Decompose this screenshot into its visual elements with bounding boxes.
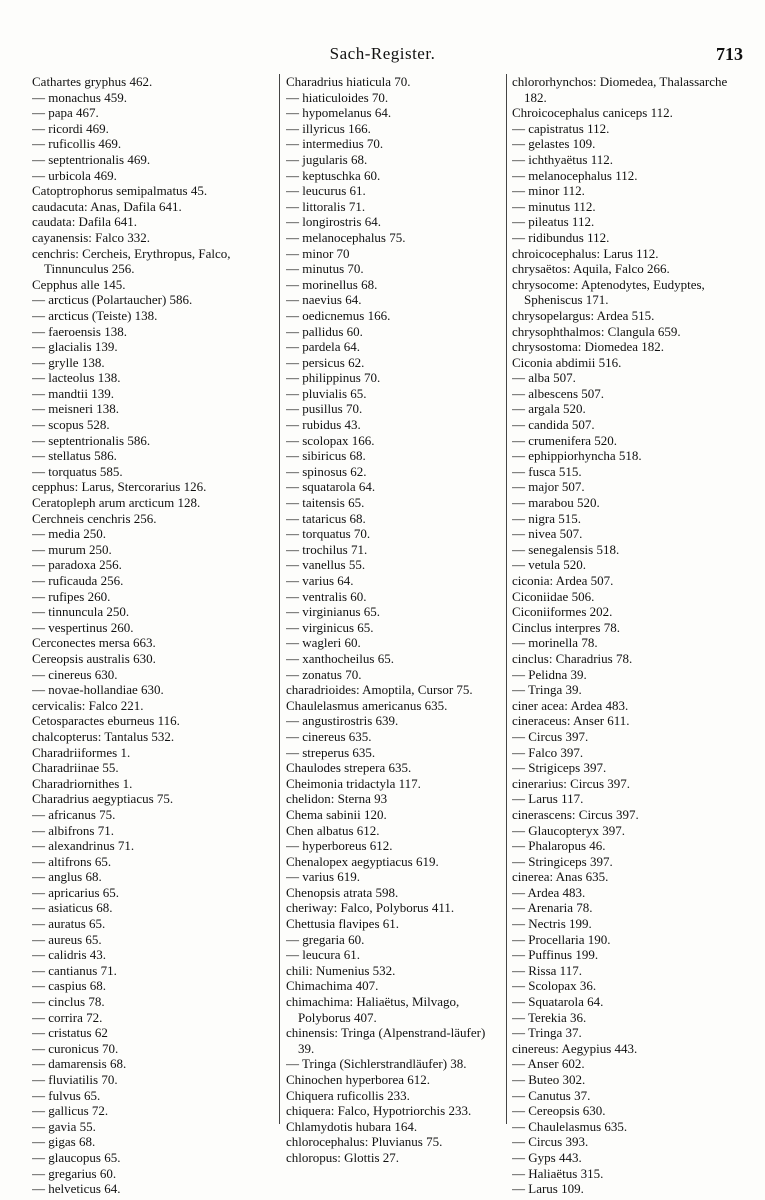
index-entry: — keptuschka 60.	[286, 167, 381, 183]
index-entry: — gigas 68.	[32, 1134, 96, 1150]
index-entry: — melanocephalus 75.	[286, 229, 406, 245]
index-entry: Chimachima 407.	[286, 978, 379, 994]
index-entry: — fusca 515.	[512, 463, 582, 479]
index-entry: — taitensis 65.	[286, 495, 365, 511]
index-entry: — meisneri 138.	[32, 401, 120, 417]
index-entry: — apricarius 65.	[32, 884, 120, 900]
index-entry: — urbicola 469.	[32, 167, 117, 183]
index-entry: — glacialis 139.	[32, 339, 118, 355]
index-column-2	[286, 74, 501, 1166]
index-entry: — septentrionalis 586.	[32, 432, 151, 448]
index-entry: — vespertinus 260.	[32, 619, 134, 635]
index-entry: Ceratopleph arum arcticum 128.	[32, 495, 201, 511]
index-entry: — corrira 72.	[32, 1009, 103, 1025]
index-entry: Charadriinae 55.	[32, 760, 119, 776]
index-entry: — Procellaria 190.	[512, 931, 611, 947]
index-entry: — Anser 602.	[512, 1056, 585, 1072]
index-entry: — anglus 68.	[32, 869, 102, 885]
index-entry: — media 250.	[32, 526, 107, 542]
index-entry: Chen albatus 612.	[286, 822, 380, 838]
index-entry: — oedicnemus 166.	[286, 307, 391, 323]
index-entry: Cerconectes mersa 663.	[32, 635, 156, 651]
index-entry: caudata: Dafila 641.	[32, 214, 138, 230]
index-entry: — novae-hollandiae 630.	[32, 682, 164, 698]
index-entry: — gregaria 60.	[286, 931, 365, 947]
index-entry: — angustirostris 639.	[286, 713, 399, 729]
index-entry: — intermedius 70.	[286, 136, 384, 152]
index-entry: Catoptrophorus semipalmatus 45.	[32, 183, 208, 199]
index-entry: — glaucopus 65.	[32, 1149, 121, 1165]
index-entry: — streperus 635.	[286, 744, 376, 760]
index-entry: — vanellus 55.	[286, 557, 366, 573]
index-entry: — argala 520.	[512, 401, 586, 417]
index-entry: cepphus: Larus, Stercorarius 126.	[32, 479, 207, 495]
index-entry: — alexandrinus 71.	[32, 838, 135, 854]
index-entry: chili: Numenius 532.	[286, 962, 396, 978]
index-entry: — philippinus 70.	[286, 370, 381, 386]
index-entry: — lacteolus 138.	[32, 370, 121, 386]
index-entry: chrysocome: Aptenodytes, Eudyptes, Spheniscus 171.	[512, 276, 705, 308]
index-entry: — cinclus 78.	[32, 994, 105, 1010]
index-entry: — minutus 70.	[286, 261, 364, 277]
index-entry: ciner acea: Ardea 483.	[512, 697, 629, 713]
index-entry: — faeroensis 138.	[32, 323, 127, 339]
column-divider	[506, 74, 507, 1124]
index-entry: ciconia: Ardea 507.	[512, 573, 614, 588]
index-entry: — melanocephalus 112.	[512, 167, 638, 183]
index-entry: — Arenaria 78.	[512, 900, 593, 916]
index-entry: Ciconia abdimii 516.	[512, 354, 622, 370]
index-entry: Chaulodes strepera 635.	[286, 760, 412, 776]
index-entry: — morinella 78.	[512, 635, 598, 651]
index-entry: — africanus 75.	[32, 806, 116, 822]
index-entry: — papa 467.	[32, 105, 99, 121]
index-entry: Chroicocephalus caniceps 112.	[512, 105, 673, 121]
index-entry: Ciconiidae 506.	[512, 588, 595, 604]
index-entry: Chema sabinii 120.	[286, 806, 387, 822]
index-entry: Ciconiiformes 202.	[512, 604, 613, 620]
index-entry: — pileatus 112.	[512, 214, 595, 230]
index-entry: — stellatus 586.	[32, 448, 117, 464]
index-entry: — fluviatilis 70.	[32, 1072, 118, 1087]
index-entry: — squatarola 64.	[286, 479, 376, 495]
index-entry: — altifrons 65.	[32, 853, 112, 869]
index-entry: — leucura 61.	[286, 947, 361, 963]
index-entry: Cinclus interpres 78.	[512, 619, 620, 635]
index-entry: — naevius 64.	[286, 292, 362, 308]
index-entry: — Strigiceps 397.	[512, 760, 607, 776]
index-entry: — auratus 65.	[32, 916, 106, 932]
index-entry: Chettusia flavipes 61.	[286, 916, 400, 932]
index-entry: Charadrius aegyptiacus 75.	[32, 791, 174, 807]
index-entry: — Scolopax 36.	[512, 978, 597, 994]
index-entry: chrysophthalmos: Clangula 659.	[512, 323, 681, 339]
index-entry: cenchris: Cercheis, Erythropus, Falco, Tinnunculus 256.	[32, 245, 231, 277]
index-entry: — virginicus 65.	[286, 619, 374, 635]
index-entry: — ephippiorhyncha 518.	[512, 448, 642, 464]
index-entry: — nivea 507.	[512, 526, 583, 542]
index-entry: chelidon: Sterna 93	[286, 791, 388, 807]
index-entry: — sibiricus 68.	[286, 448, 366, 464]
index-entry: — caspius 68.	[32, 978, 107, 994]
index-entry: chalcopterus: Tantalus 532.	[32, 728, 175, 744]
index-entry: — spinosus 62.	[286, 463, 367, 479]
index-entry: — Haliaëtus 315.	[512, 1165, 604, 1181]
index-column-1	[32, 74, 272, 1197]
index-entry: Chinochen hyperborea 612.	[286, 1072, 431, 1087]
index-entry: — Tringa (Sichlerstrandläufer) 38.	[286, 1056, 467, 1072]
index-entry: — aureus 65.	[32, 931, 102, 947]
index-entry: — calidris 43.	[32, 947, 107, 963]
index-entry: — alba 507.	[512, 370, 576, 386]
index-entry: — major 507.	[512, 479, 585, 495]
index-entry: Chaulelasmus americanus 635.	[286, 697, 448, 713]
index-entry: Cerchneis cenchris 256.	[32, 510, 157, 526]
index-entry: — arcticus (Teiste) 138.	[32, 307, 158, 323]
page-number: 713	[716, 44, 743, 64]
index-entry: — Buteo 302.	[512, 1072, 586, 1087]
index-entry: Charadriornithes 1.	[32, 775, 133, 791]
index-entry: — hiaticuloides 70.	[286, 89, 389, 105]
index-entry: — ridibundus 112.	[512, 229, 610, 245]
index-entry: — cinereus 630.	[32, 666, 118, 682]
index-entry: — Nectris 199.	[512, 916, 592, 932]
index-entry: — varius 64.	[286, 573, 354, 588]
index-entry: — ruficollis 469.	[32, 136, 122, 152]
index-entry: — zonatus 70.	[286, 666, 362, 682]
index-entry: cervicalis: Falco 221.	[32, 697, 144, 713]
index-entry: chrysostoma: Diomedea 182.	[512, 339, 664, 355]
index-entry: — helveticus 64.	[32, 1181, 121, 1197]
index-entry: — longirostris 64.	[286, 214, 381, 230]
index-entry: — cristatus 62	[32, 1025, 108, 1041]
index-entry: — Larus 117.	[512, 791, 584, 807]
index-entry: — damarensis 68.	[32, 1056, 127, 1072]
index-entry: — pusillus 70.	[286, 401, 363, 417]
index-entry: — rufipes 260.	[32, 588, 111, 604]
index-entry: — nigra 515.	[512, 510, 581, 526]
index-entry: — monachus 459.	[32, 89, 127, 105]
index-entry: — varius 619.	[286, 869, 361, 885]
index-entry: — cantianus 71.	[32, 962, 117, 978]
index-entry: cheriway: Falco, Polyborus 411.	[286, 900, 455, 916]
index-entry: — marabou 520.	[512, 495, 600, 511]
index-entry: — Pelidna 39.	[512, 666, 587, 682]
index-entry: — asiaticus 68.	[32, 900, 113, 916]
index-entry: — curonicus 70.	[32, 1040, 119, 1056]
index-entry: — Circus 397.	[512, 728, 589, 744]
index-entry: — cinereus 635.	[286, 728, 372, 744]
index-entry: Cheimonia tridactyla 117.	[286, 775, 421, 791]
index-entry: — ricordi 469.	[32, 120, 109, 136]
index-entry: Cepphus alle 145.	[32, 276, 126, 292]
index-entry: — albescens 507.	[512, 385, 605, 401]
index-entry: — rubidus 43.	[286, 417, 361, 433]
index-entry: — tinnuncula 250.	[32, 604, 130, 620]
index-entry: cinerea: Anas 635.	[512, 869, 609, 885]
index-entry: cinereus: Aegypius 443.	[512, 1040, 638, 1056]
index-entry: — mandtii 139.	[32, 385, 114, 401]
index-entry: chimachima: Haliaëtus, Milvago, Polyborus 407.	[286, 994, 460, 1025]
index-entry: — littoralis 71.	[286, 198, 366, 214]
index-entry: — vetula 520.	[512, 557, 587, 573]
index-entry: Charadriiformes 1.	[32, 744, 131, 760]
page-title: Sach-Register.	[329, 44, 436, 63]
index-entry: Cetosparactes eburneus 116.	[32, 713, 180, 729]
index-entry: — pallidus 60.	[286, 323, 363, 339]
index-entry: — leucurus 61.	[286, 183, 366, 199]
index-entry: — ventralis 60.	[286, 588, 367, 604]
index-entry: Chiquera ruficollis 233.	[286, 1087, 410, 1103]
index-entry: — gavia 55.	[32, 1118, 96, 1134]
index-entry: — Circus 393.	[512, 1134, 589, 1150]
index-entry: — Larus 109.	[512, 1181, 584, 1197]
index-entry: — minor 70	[286, 245, 350, 261]
index-entry: — torquatus 585.	[32, 463, 123, 479]
index-entry: — Tringa 39.	[512, 682, 582, 698]
index-entry: — grylle 138.	[32, 354, 105, 370]
index-entry: — virginianus 65.	[286, 604, 381, 620]
index-entry: — Falco 397.	[512, 744, 584, 760]
index-entry: — illyricus 166.	[286, 120, 371, 136]
index-entry: — septentrionalis 469.	[32, 151, 151, 167]
column-divider	[279, 74, 280, 1124]
index-entry: Cereopsis australis 630.	[32, 650, 156, 666]
index-entry: — minutus 112.	[512, 198, 596, 214]
index-entry: — persicus 62.	[286, 354, 365, 370]
index-entry: — paradoxa 256.	[32, 557, 122, 573]
index-entry: Chenopsis atrata 598.	[286, 884, 399, 900]
index-entry: — Rissa 117.	[512, 962, 582, 978]
index-entry: — wagleri 60.	[286, 635, 361, 651]
index-entry: cinerarius: Circus 397.	[512, 775, 631, 791]
index-entry: — Glaucopteryx 397.	[512, 822, 626, 838]
index-entry: — Squatarola 64.	[512, 994, 604, 1010]
index-entry: — scopus 528.	[32, 417, 110, 433]
index-entry: Chlamydotis hubara 164.	[286, 1118, 418, 1134]
index-column-3	[512, 74, 744, 1197]
index-entry: — Cereopsis 630.	[512, 1103, 606, 1119]
index-entry: — trochilus 71.	[286, 541, 368, 557]
index-entry: — morinellus 68.	[286, 276, 378, 292]
index-entry: — crumenifera 520.	[512, 432, 618, 448]
index-entry: — albifrons 71.	[32, 822, 114, 838]
index-entry: — gelastes 109.	[512, 136, 596, 152]
index-entry: chrysopelargus: Ardea 515.	[512, 307, 655, 323]
index-entry: — minor 112.	[512, 183, 585, 199]
index-entry: — torquatus 70.	[286, 526, 371, 542]
index-entry: Cathartes gryphus 462.	[32, 74, 153, 89]
index-entry: — hypomelanus 64.	[286, 105, 392, 121]
index-entry: chlorocephalus: Pluvianus 75.	[286, 1134, 443, 1150]
index-entry: chloropus: Glottis 27.	[286, 1149, 400, 1165]
index-entry: Charadrius hiaticula 70.	[286, 74, 411, 89]
index-entry: — senegalensis 518.	[512, 541, 620, 557]
index-entry: chrysaëtos: Aquila, Falco 266.	[512, 261, 670, 277]
index-entry: — candida 507.	[512, 417, 595, 433]
index-entry: — pardela 64.	[286, 339, 361, 355]
index-entry: — Phalaropus 46.	[512, 838, 606, 854]
index-entry: — fulvus 65.	[32, 1087, 101, 1103]
index-entry: cayanensis: Falco 332.	[32, 229, 151, 245]
index-entry: — Gyps 443.	[512, 1149, 582, 1165]
index-entry: — Chaulelasmus 635.	[512, 1118, 628, 1134]
index-entry: chlororhynchos: Diomedea, Thalassarche 182.	[512, 74, 728, 105]
index-entry: chroicocephalus: Larus 112.	[512, 245, 659, 261]
index-entry: charadrioides: Amoptila, Cursor 75.	[286, 682, 473, 698]
index-entry: — pluvialis 65.	[286, 385, 367, 401]
index-entry: — xanthocheilus 65.	[286, 650, 394, 666]
index-entry: caudacuta: Anas, Dafila 641.	[32, 198, 182, 214]
index-entry: — Tringa 37.	[512, 1025, 582, 1041]
index-entry: — gallicus 72.	[32, 1103, 109, 1119]
index-entry: — murum 250.	[32, 541, 112, 557]
index-entry: — arcticus (Polartaucher) 586.	[32, 292, 193, 308]
index-entry: — ruficauda 256.	[32, 573, 124, 588]
index-entry: — Terekia 36.	[512, 1009, 587, 1025]
index-entry: — Stringiceps 397.	[512, 853, 613, 869]
index-entry: — hyperboreus 612.	[286, 838, 393, 854]
index-entry: — Canutus 37.	[512, 1087, 591, 1103]
index-entry: cineraceus: Anser 611.	[512, 713, 630, 729]
index-entry: — Ardea 483.	[512, 884, 586, 900]
index-entry: — tataricus 68.	[286, 510, 366, 526]
index-entry: — jugularis 68.	[286, 151, 368, 167]
index-entry: — gregarius 60.	[32, 1165, 117, 1181]
index-entry: chiquera: Falco, Hypotriorchis 233.	[286, 1103, 472, 1119]
index-entry: — Puffinus 199.	[512, 947, 599, 963]
index-entry: Chenalopex aegyptiacus 619.	[286, 853, 439, 869]
index-entry: — capistratus 112.	[512, 120, 610, 136]
index-entry: — ichthyaëtus 112.	[512, 151, 613, 167]
index-entry: chinensis: Tringa (Alpenstrand-läufer) 39.	[286, 1025, 486, 1056]
index-entry: cinclus: Charadrius 78.	[512, 650, 633, 666]
index-entry: cinerascens: Circus 397.	[512, 806, 639, 822]
index-entry: — scolopax 166.	[286, 432, 375, 448]
